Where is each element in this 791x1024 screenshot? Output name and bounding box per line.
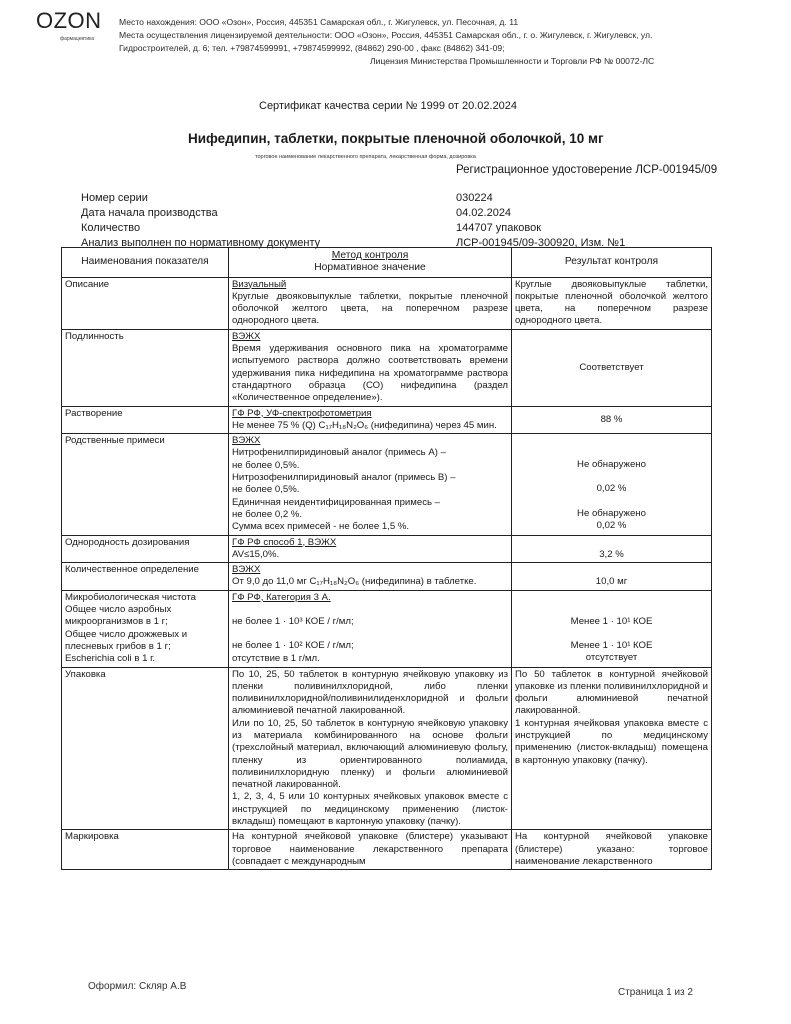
row-norm-paragraph: 1, 2, 3, 4, 5 или 10 контурных ячейковых упаковок вместе с инструкцией по медицинскому применению (листок-вкладыш) помещают в картонную упаковку (пачку).: [232, 791, 508, 828]
row-result: [512, 590, 712, 667]
row-norm-text: Время удерживания основного пика на хроматограмме испытуемого раствора должно соответствовать времени удерживания пика нифедипина на хроматограмме раствора стандартного образца (СО) нифедипина (раздел «Количественное определение»).: [232, 343, 508, 404]
row-norm: На контурной ячейковой упаковке (блистере) указывают торговое наименование лекарственного препарата (совпадает с международным: [229, 830, 512, 870]
row-name-line: Общее число дрожжевых и: [65, 628, 188, 640]
row-name: Родственные примеси: [62, 434, 229, 535]
meta-value-quantity: 144707 упаковок: [456, 222, 542, 234]
meta-value-date: 04.02.2024: [456, 207, 512, 219]
table-row: [62, 830, 712, 870]
row-result: Соответствует: [512, 329, 712, 406]
row-norm-paragraph: Или по 10, 25, 50 таблеток в контурную ячейковую упаковку из материала комбинированного на основе фольги (трехслойный материал, включающий алюминиевую фольгу, пленку из ориентированного полиамида, поливинилхлоридную пленку) и фольги алюминиевой печатной лакированной.: [232, 717, 508, 791]
header-address-line: Место нахождения: ООО «Озон», Россия, 445351 Самарская обл., г. Жигулевск, ул. Песочная, д. 11: [119, 17, 519, 27]
row-result-line: Не обнаружено: [577, 459, 646, 471]
row-norm-line: не более 1 · 10³ КОЕ / г/мл;: [232, 616, 354, 628]
row-result-line: 3,2 %: [599, 548, 624, 560]
meta-value-normative-doc: ЛСР-001945/09-300920, Изм. №1: [456, 237, 626, 249]
row-norm-line: Сумма всех примесей - не более 1,5 %.: [232, 521, 410, 533]
row-norm: [229, 667, 512, 830]
row-result: [512, 667, 712, 830]
row-norm-text: Не менее 75 % (Q) C₁₇H₁₈N₂O₆ (нифедипина) через 45 мин.: [232, 419, 497, 431]
header-license-line: Лицензия Министерства Промышленности и Торговли РФ № 00072-ЛС: [370, 56, 655, 66]
registration-number: Регистрационное удостоверение ЛСР-001945/09: [456, 164, 718, 176]
row-method: ВЭЖХ: [232, 435, 261, 447]
row-result: 88 %: [512, 406, 712, 434]
certificate-title: Сертификат качества серии № 1999 от 20.02.2024: [259, 100, 518, 112]
row-result-line: 10,0 мг: [595, 576, 628, 588]
table-row: [62, 277, 712, 329]
row-norm: [229, 535, 512, 563]
row-norm-line: Единичная неидентифицированная примесь –: [232, 496, 440, 508]
col-header-method-top: Метод контроля: [331, 250, 409, 261]
row-norm-line: отсутствие в 1 г/мл.: [232, 652, 320, 664]
header-activity-line: Места осуществления лицензируемой деятельности: ООО «Озон», Россия, 445351 Самарская обл., г. о. Жигулевск, г. Жигулевск, ул.: [119, 30, 653, 40]
row-norm-text: Круглые двояковыпуклые таблетки, покрытые пленочной оболочкой желтого цвета, на поперечном разрезе однородного цвета.: [232, 290, 508, 327]
row-norm: [229, 590, 512, 667]
row-norm-line: не более 0,2 %.: [232, 508, 303, 520]
row-result: [512, 563, 712, 591]
row-norm-paragraph: По 10, 25, 50 таблеток в контурную ячейковую упаковку из пленки поливинилхлоридной, либо пленки поливинилхлоридной/поливинилиденхлоридной и фольги алюминиевой печатной лакированной.: [232, 668, 508, 717]
row-name: Подлинность: [62, 329, 229, 406]
row-name: Упаковка: [62, 667, 229, 830]
col-header-indicator: Наименования показателя: [62, 248, 229, 278]
row-result-line: Не обнаружено: [577, 507, 646, 519]
row-norm-line: Нитрозофенилпиридиновый аналог (примесь В) –: [232, 472, 456, 484]
logo-subtext: фармацевтика: [60, 36, 95, 42]
row-result-line: 0,02 %: [596, 520, 627, 532]
row-norm: [229, 329, 512, 406]
table-row: [62, 590, 712, 667]
row-norm-line: не более 0,5%.: [232, 484, 300, 496]
row-norm: [229, 434, 512, 535]
ozon-logo: [36, 8, 110, 48]
meta-label-quantity: Количество: [81, 222, 141, 234]
row-result-paragraph: По 50 таблеток в контурной ячейковой упаковке из пленки поливинилхлоридной и фольги алюминиевой печатной лакированной.: [515, 668, 708, 717]
footer-author: Оформил: Скляр А.В: [88, 981, 187, 992]
row-name: [62, 590, 229, 667]
meta-label-normative-doc: Анализ выполнен по нормативному документу: [81, 237, 321, 249]
row-method: Визуальный: [232, 278, 287, 290]
product-title: Нифедипин, таблетки, покрытые пленочной оболочкой, 10 мг: [188, 131, 604, 146]
row-name: Однородность дозирования: [62, 535, 229, 563]
row-method: ГФ РФ, Категория 3 А.: [232, 591, 331, 603]
row-norm: [229, 406, 512, 434]
row-norm: [229, 563, 512, 591]
meta-value-series: 030224: [456, 192, 493, 204]
row-method: ГФ РФ способ 1, ВЭЖХ: [232, 536, 337, 548]
logo-text: OZON: [36, 8, 102, 33]
row-name-line: Escherichia coli в 1 г.: [65, 653, 156, 665]
row-name-line: плесневых грибов в 1 г;: [65, 640, 171, 652]
row-result-line: 0,02 %: [596, 483, 627, 495]
table-row: [62, 406, 712, 434]
row-norm-text: От 9,0 до 11,0 мг C₁₇H₁₈N₂O₆ (нифедипина) в таблетке.: [232, 576, 477, 588]
row-method: ГФ РФ, УФ-спектрофотометрия: [232, 407, 372, 419]
table-row: [62, 434, 712, 535]
col-header-method: [229, 248, 512, 278]
table-row: [62, 563, 712, 591]
row-result-line: Менее 1 · 10¹ КОЕ: [570, 640, 653, 652]
table-row: [62, 535, 712, 563]
row-result: На контурной ячейковой упаковке (блистере) указано: торговое наименование лекарственного: [512, 830, 712, 870]
col-header-result: Результат контроля: [512, 248, 712, 278]
row-result-paragraph: 1 контурная ячейковая упаковка вместе с инструкцией по медицинскому применению (листок-вкладыш) помещена в картонную упаковку (пачку).: [515, 717, 708, 766]
row-name-line: Общее число аэробных: [65, 604, 172, 616]
row-name-line: Микробиологическая чистота: [65, 591, 197, 603]
row-result-line: отсутствует: [585, 652, 638, 664]
row-norm-text: AV≤15,0%.: [232, 548, 280, 560]
row-method: ВЭЖХ: [232, 564, 261, 576]
row-result: [512, 535, 712, 563]
row-result-line: Менее 1 · 10¹ КОЕ: [570, 615, 653, 627]
table-header-row: [62, 248, 712, 278]
table-row: [62, 329, 712, 406]
row-norm-line: Нитрофенилпиридиновый аналог (примесь А) –: [232, 447, 446, 459]
row-method: ВЭЖХ: [232, 330, 261, 342]
quality-table: [61, 247, 712, 870]
row-norm-line: не более 0,5%.: [232, 459, 300, 471]
meta-label-date: Дата начала производства: [81, 207, 218, 219]
row-name: Количественное определение: [62, 563, 229, 591]
table-row: [62, 667, 712, 830]
footer-page-number: Страница 1 из 2: [618, 987, 693, 998]
row-name: Маркировка: [62, 830, 229, 870]
meta-label-series: Номер серии: [81, 192, 148, 204]
header-contacts-line: Гидростроителей, д. 6; тел. +79874599991, +79874599992, (84862) 290-00 , факс (84862) 341-09;: [119, 43, 505, 53]
product-caption: торговое наименование лекарственного препарата, лекарственная форма, дозировка: [255, 154, 476, 160]
row-result: [512, 434, 712, 535]
row-result: Круглые двояковыпуклые таблетки, покрытые пленочной оболочкой желтого цвета, на поперечном разрезе однородного цвета.: [512, 277, 712, 329]
row-name-line: микроорганизмов в 1 г;: [65, 616, 168, 628]
row-name: Описание: [62, 277, 229, 329]
row-name: Растворение: [62, 406, 229, 434]
row-norm: [229, 277, 512, 329]
row-norm-line: не более 1 · 10² КОЕ / г/мл;: [232, 640, 354, 652]
col-header-method-bottom: Нормативное значение: [314, 262, 426, 274]
